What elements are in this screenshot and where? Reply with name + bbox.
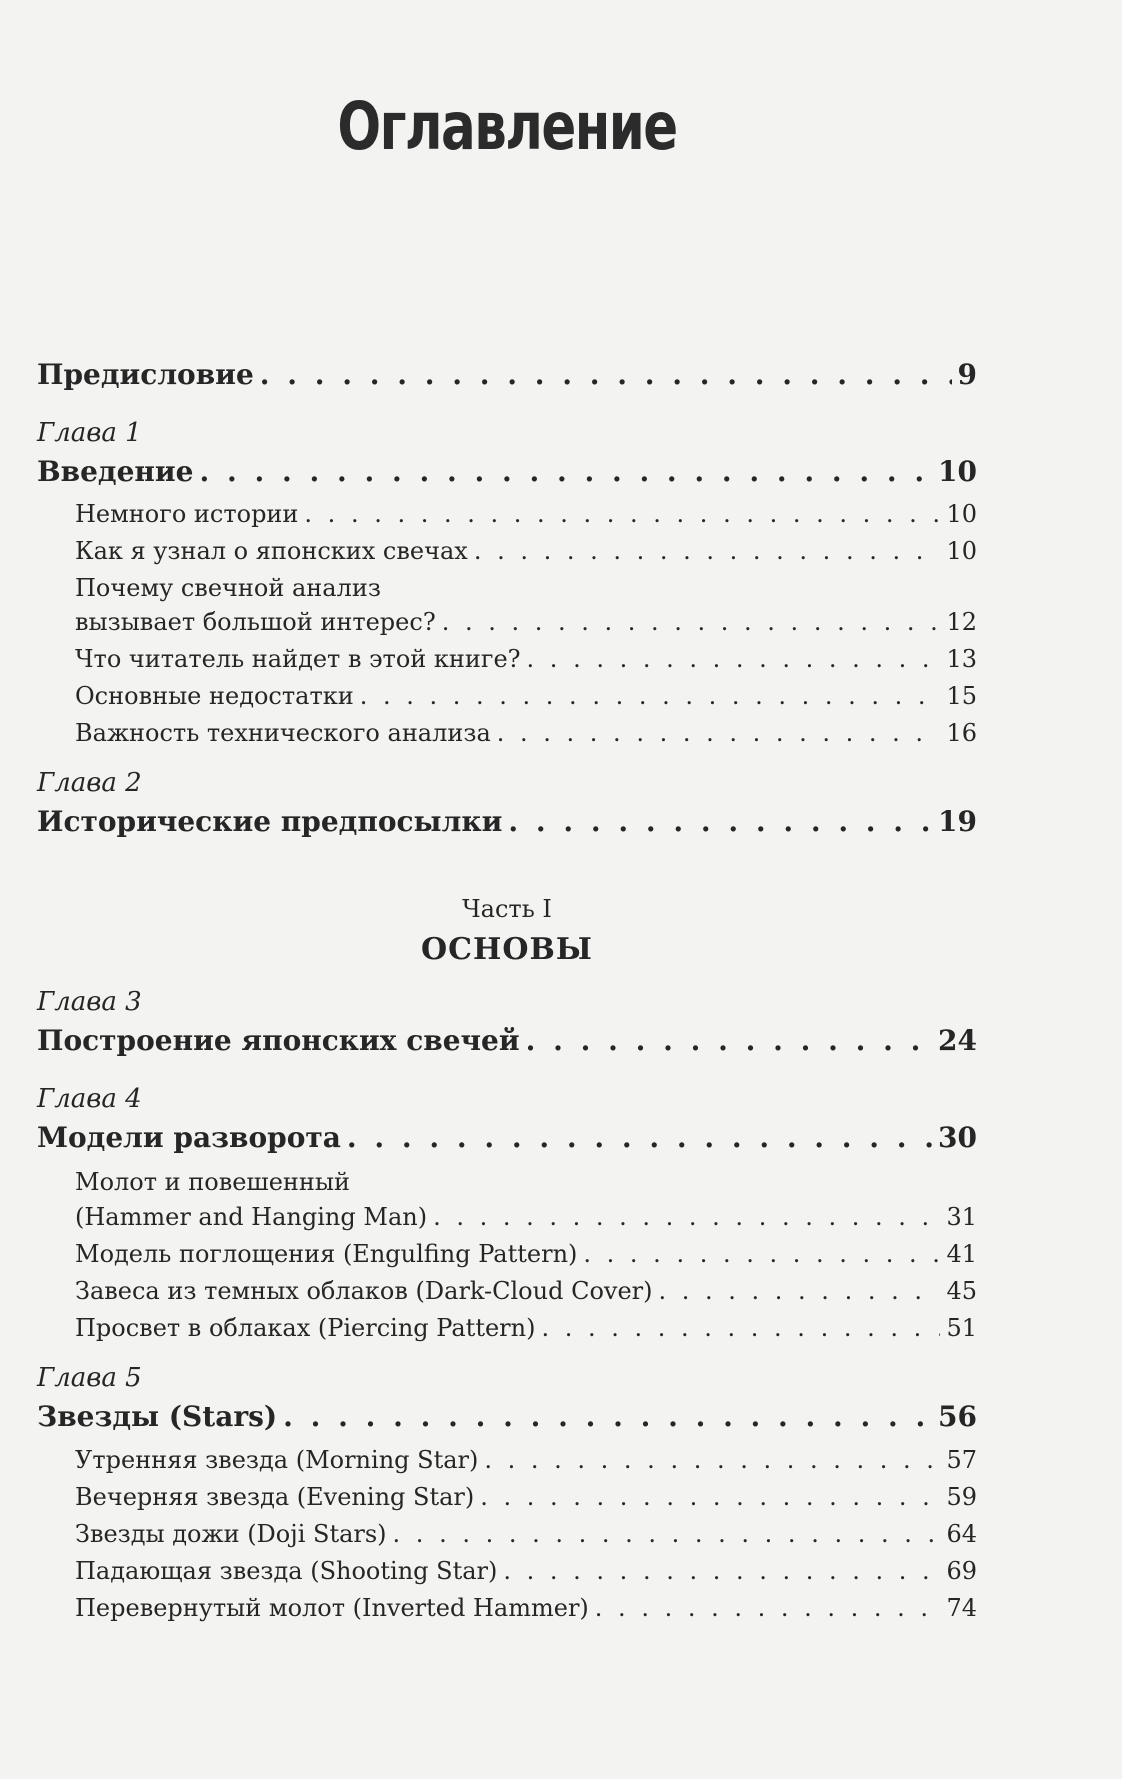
toc-entry-chapter-5[interactable] (37, 1400, 977, 1433)
toc-entry-section[interactable] (37, 719, 977, 747)
toc-entry-section[interactable] (37, 1203, 977, 1231)
toc-entry-page: 64 (946, 1520, 977, 1548)
toc-entry-section[interactable] (37, 608, 977, 636)
toc-entry-section[interactable] (37, 1520, 977, 1548)
toc-entry-chapter-4[interactable] (37, 1121, 977, 1154)
toc-entry-title: Основные недостатки (75, 682, 354, 710)
chapter-label-3: Глава 3 (37, 987, 142, 1017)
leader-dots (541, 1314, 940, 1342)
toc-entry-page: 24 (938, 1024, 977, 1057)
toc-entry-section[interactable] (37, 1594, 977, 1622)
leader-dots (484, 1446, 940, 1474)
toc-entry-page: 45 (946, 1277, 977, 1305)
chapter-label-1: Глава 1 (37, 418, 142, 448)
leader-dots (474, 537, 941, 565)
toc-entry-page: 10 (938, 455, 977, 488)
toc-entry-page: 10 (946, 537, 977, 565)
toc-entry-page: 57 (946, 1446, 977, 1474)
toc-entry-title: Как я узнал о японских свечах (75, 537, 468, 565)
toc-entry-title-line1: Почему свечной анализ (75, 574, 381, 602)
toc-entry-title: Утренняя звезда (Morning Star) (75, 1446, 479, 1474)
toc-entry-title: Введение (37, 455, 194, 488)
toc-entry-title: Что читатель найдет в этой книге? (75, 645, 521, 673)
toc-entry-page: 31 (946, 1203, 977, 1231)
leader-dots (503, 1557, 940, 1585)
toc-entry-page: 13 (946, 645, 977, 673)
leader-dots (347, 1121, 932, 1154)
chapter-label-5: Глава 5 (37, 1363, 142, 1393)
part-title: ОСНОВЫ (421, 932, 593, 967)
toc-entry-page: 16 (946, 719, 977, 747)
part-label: Часть I (462, 895, 552, 923)
toc-entry-title: Вечерняя звезда (Evening Star) (75, 1483, 475, 1511)
toc-entry-page: 59 (946, 1483, 977, 1511)
toc-entry-title: Завеса из темных облаков (Dark-Cloud Cover) (75, 1277, 653, 1305)
toc-entry-page: 69 (946, 1557, 977, 1585)
leader-dots (433, 1203, 940, 1231)
toc-entry-title: Важность технического анализа (75, 719, 491, 747)
toc-entry-title: Просвет в облаках (Piercing Pattern) (75, 1314, 536, 1342)
toc-entry-section[interactable] (37, 1446, 977, 1474)
toc-entry-section[interactable] (37, 645, 977, 673)
toc-entry-page: 51 (946, 1314, 977, 1342)
leader-dots (442, 608, 941, 636)
toc-entry-title: Звезды (Stars) (37, 1400, 278, 1433)
toc-entry-title: Предисловие (37, 358, 254, 391)
leader-dots (508, 805, 932, 838)
chapter-label-2: Глава 2 (37, 768, 142, 798)
toc-entry-title: (Hammer and Hanging Man) (75, 1203, 428, 1231)
leader-dots (659, 1277, 941, 1305)
leader-dots (393, 1520, 941, 1548)
toc-entry-preface[interactable] (37, 358, 977, 391)
leader-dots (497, 719, 941, 747)
toc-entry-chapter-3[interactable] (37, 1024, 977, 1057)
toc-entry-title-line1: Молот и повешенный (75, 1168, 351, 1196)
page-title: Оглавление (337, 88, 677, 165)
toc-entry-page: 15 (946, 682, 977, 710)
toc-entry-section[interactable] (37, 1557, 977, 1585)
toc-entry-title: Исторические предпосылки (37, 805, 503, 838)
chapter-label-4: Глава 4 (37, 1084, 142, 1114)
toc-entry-title: Звезды дожи (Doji Stars) (75, 1520, 387, 1548)
toc-page (37, 0, 977, 1779)
toc-entry-title: Построение японских свечей (37, 1024, 520, 1057)
toc-entry-title: Перевернутый молот (Inverted Hammer) (75, 1594, 589, 1622)
toc-entry-page: 19 (938, 805, 977, 838)
toc-entry-section[interactable] (37, 1277, 977, 1305)
toc-entry-title: Модель поглощения (Engulfing Pattern) (75, 1240, 578, 1268)
toc-entry-page: 9 (957, 358, 977, 391)
toc-entry-chapter-2[interactable] (37, 805, 977, 838)
toc-entry-title: Модели разворота (37, 1121, 341, 1154)
toc-entry-page: 10 (946, 500, 977, 528)
toc-entry-section[interactable] (37, 682, 977, 710)
leader-dots (595, 1594, 941, 1622)
toc-entry-title: Падающая звезда (Shooting Star) (75, 1557, 498, 1585)
leader-dots (304, 500, 940, 528)
toc-entry-chapter-1[interactable] (37, 455, 977, 488)
leader-dots (526, 1024, 932, 1057)
toc-entry-title: Немного истории (75, 500, 299, 528)
toc-entry-page: 74 (946, 1594, 977, 1622)
leader-dots (283, 1400, 932, 1433)
toc-entry-page: 41 (946, 1240, 977, 1268)
leader-dots (360, 682, 941, 710)
leader-dots (527, 645, 941, 673)
leader-dots (480, 1483, 940, 1511)
leader-dots (260, 358, 952, 391)
toc-entry-section[interactable] (37, 1483, 977, 1511)
toc-entry-title: вызывает большой интерес? (75, 608, 436, 636)
toc-entry-page: 56 (938, 1400, 977, 1433)
leader-dots (200, 455, 933, 488)
toc-entry-section[interactable] (37, 1240, 977, 1268)
toc-entry-section[interactable] (37, 500, 977, 528)
toc-entry-page: 12 (946, 608, 977, 636)
toc-entry-page: 30 (938, 1121, 977, 1154)
toc-entry-section[interactable] (37, 537, 977, 565)
leader-dots (583, 1240, 940, 1268)
toc-entry-section[interactable] (37, 1314, 977, 1342)
